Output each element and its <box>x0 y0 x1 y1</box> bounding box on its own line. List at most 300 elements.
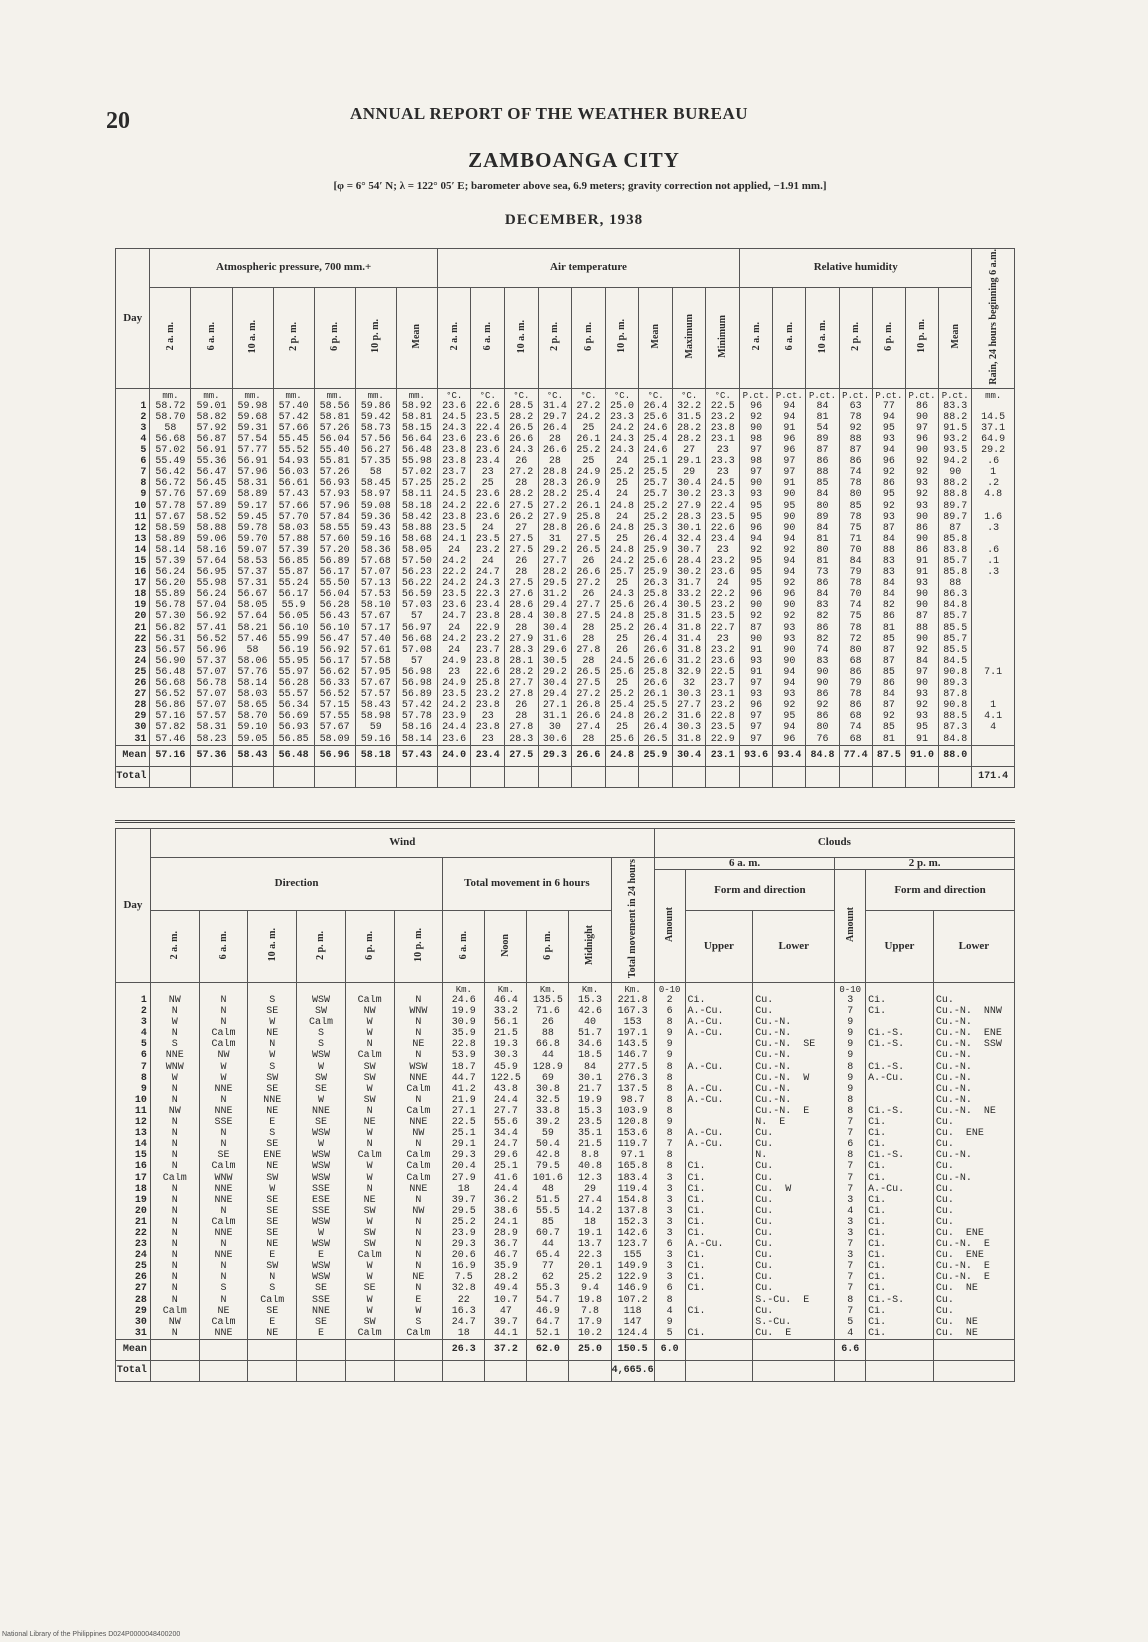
movement-mean: 150.5 <box>611 1339 654 1360</box>
upper-6am-value: Ci. <box>685 1250 753 1261</box>
temp-value: 32.4 <box>672 534 706 545</box>
day-number: 10 <box>116 1095 151 1106</box>
temp-value: 27.2 <box>572 401 606 412</box>
dir-value: NNE <box>199 1184 248 1195</box>
humidity-value: 93.2 <box>939 434 972 445</box>
pressure-value: 57.67 <box>355 678 396 689</box>
upper-6am-value <box>685 1150 753 1161</box>
humidity-value: 92 <box>740 611 773 622</box>
temp-value: 27 <box>672 445 706 456</box>
humidity-value: 87 <box>872 523 905 534</box>
move-value: 62 <box>527 1272 569 1283</box>
humidity-value: 94 <box>773 722 806 733</box>
dir-value: WSW <box>297 995 346 1006</box>
move-value: 13.7 <box>569 1239 611 1250</box>
dir-value: NNE <box>199 1328 248 1340</box>
move-value: 15.3 <box>569 995 611 1006</box>
dir-value: Calm <box>345 1328 394 1340</box>
move-value: 52.1 <box>527 1328 569 1340</box>
hum-col-header <box>872 287 905 388</box>
humidity-value: 84 <box>806 401 839 412</box>
rain-value: 7.1 <box>972 667 1015 678</box>
dir-value: E <box>248 1250 297 1261</box>
temp-value: 27.9 <box>505 634 539 645</box>
humidity-mean: 91.0 <box>905 745 938 766</box>
humidity-value: 93 <box>905 478 938 489</box>
pressure-col-header <box>232 287 273 388</box>
lower-2pm-value: Cu. <box>933 1184 1014 1195</box>
pressure-value: 57.07 <box>191 700 232 711</box>
pressure-value: 55.49 <box>150 456 191 467</box>
pressure-value: 56.62 <box>314 667 355 678</box>
amount-6am-value: 9 <box>654 1117 685 1128</box>
dir-value: WSW <box>394 1062 443 1073</box>
amount-6am-value: 8 <box>654 1095 685 1106</box>
temp-value: 25 <box>605 722 639 733</box>
lower-6am-value: Cu. <box>753 1261 835 1272</box>
humidity-value: 74 <box>806 645 839 656</box>
pressure-value: 56.28 <box>314 600 355 611</box>
lower-2pm-value: Cu. ENE <box>933 1228 1014 1239</box>
pressure-value: 59.98 <box>232 401 273 412</box>
pressure-value: 57.40 <box>355 634 396 645</box>
humidity-value: 85 <box>872 667 905 678</box>
humidity-value: 85.8 <box>939 567 972 578</box>
amount-6am-value: 7 <box>654 1139 685 1150</box>
lower-6am-value: Cu.-N. E <box>753 1106 835 1117</box>
move24-value: 221.8 <box>611 995 654 1006</box>
humidity-value: 97 <box>905 667 938 678</box>
lower-6am-value: Cu. <box>753 1206 835 1217</box>
temp-value: 30.8 <box>538 611 572 622</box>
humidity-value: 74 <box>839 467 872 478</box>
upper-6am-value: Ci. <box>685 1195 753 1206</box>
day-number: 27 <box>116 1283 151 1294</box>
humidity-value: 90 <box>740 600 773 611</box>
move-value: 59 <box>527 1128 569 1139</box>
humidity-value: 79 <box>839 678 872 689</box>
movement-col-header <box>443 911 485 983</box>
pressure-value: 57.61 <box>355 645 396 656</box>
temp-value: 28.3 <box>505 734 539 746</box>
move-value: 41.2 <box>443 1084 485 1095</box>
move-value: 25.2 <box>443 1217 485 1228</box>
humidity-value: 91 <box>905 556 938 567</box>
humidity-value: 87 <box>872 700 905 711</box>
dir-value: Calm <box>394 1173 443 1184</box>
dir-value: SSE <box>199 1117 248 1128</box>
dir-value: N <box>394 1261 443 1272</box>
total-empty <box>872 766 905 787</box>
temp-value: 25.9 <box>639 545 673 556</box>
lower-6am-value: Cu. E <box>753 1328 835 1340</box>
pressure-value: 59.78 <box>232 523 273 534</box>
humidity-value: 94 <box>773 412 806 423</box>
dir-value: SW <box>345 1239 394 1250</box>
temp-value: 26.1 <box>572 501 606 512</box>
temp-value: 23.5 <box>471 534 505 545</box>
dir-value: S <box>248 995 297 1006</box>
dir-value: SE <box>345 1283 394 1294</box>
pressure-value: 56.22 <box>396 578 437 589</box>
move24-value: 276.3 <box>611 1073 654 1084</box>
temp-value: 23.1 <box>706 689 740 700</box>
dir-value: WSW <box>297 1128 346 1139</box>
humidity-value: 96 <box>905 434 938 445</box>
move-value: 88 <box>527 1028 569 1039</box>
temp-mean: 30.4 <box>672 745 706 766</box>
dir-value: S <box>297 1039 346 1050</box>
pressure-value: 58.98 <box>355 711 396 722</box>
humidity-value: 80 <box>806 545 839 556</box>
temp-value: 25.4 <box>572 489 606 500</box>
temp-value: 25.7 <box>639 478 673 489</box>
pressure-value: 56.05 <box>273 611 314 622</box>
pressure-value: 56.72 <box>150 478 191 489</box>
dir-value: NW <box>150 1317 199 1328</box>
humidity-value: 91 <box>905 567 938 578</box>
upper-2pm-value: A.-Cu. <box>866 1073 934 1084</box>
rain-value <box>972 656 1015 667</box>
hum-col-label: 6 a. m. <box>783 322 795 351</box>
dir-value: N <box>150 1295 199 1306</box>
temp-value: 23.6 <box>437 401 471 412</box>
dir-value: W <box>345 1217 394 1228</box>
temp-value: 30.4 <box>672 478 706 489</box>
upper-6am-value: Ci. <box>685 1261 753 1272</box>
pressure-value: 56.28 <box>273 678 314 689</box>
upper-6am-value: Ci. <box>685 1328 753 1340</box>
temp-value: 26.6 <box>572 523 606 534</box>
humidity-mean: 84.8 <box>806 745 839 766</box>
move-value: 10.7 <box>485 1295 527 1306</box>
pressure-value: 56.85 <box>273 734 314 746</box>
rain-value: 4.1 <box>972 711 1015 722</box>
humidity-value: 86 <box>905 523 938 534</box>
temp-value: 25.1 <box>639 456 673 467</box>
temp-value: 23.6 <box>437 434 471 445</box>
humidity-value: 78 <box>839 412 872 423</box>
table-row <box>116 623 1015 634</box>
direction-col-header <box>345 911 394 983</box>
humidity-value: 90 <box>740 478 773 489</box>
humidity-value: 84 <box>872 534 905 545</box>
direction-col-label: 6 p. m. <box>364 930 376 960</box>
upper-2pm-value <box>866 1017 934 1028</box>
temp-value: 26.4 <box>639 634 673 645</box>
humidity-value: 90.8 <box>939 700 972 711</box>
dir-value: N <box>199 995 248 1006</box>
table-row <box>116 1062 1015 1073</box>
day-number: 8 <box>116 478 150 489</box>
pressure-value: 58.14 <box>396 734 437 746</box>
humidity-value: 75 <box>839 523 872 534</box>
pressure-value: 56.98 <box>396 678 437 689</box>
humidity-value: 86 <box>839 667 872 678</box>
lower-2pm-value: Cu. <box>933 1139 1014 1150</box>
move24-value: 103.9 <box>611 1106 654 1117</box>
humidity-value: 74 <box>839 722 872 733</box>
amount-2pm-value: 8 <box>835 1295 866 1306</box>
move-value: 28.9 <box>485 1228 527 1239</box>
humidity-value: 73 <box>806 567 839 578</box>
pressure-value: 58.31 <box>191 722 232 733</box>
temp-value: 25.4 <box>605 700 639 711</box>
upper-2pm-value: Ci. <box>866 1006 934 1017</box>
move24-value: 153.6 <box>611 1128 654 1139</box>
lower-2pm-value: Cu.-N. NNW <box>933 1006 1014 1017</box>
dir-value: N <box>394 1250 443 1261</box>
amount-2pm-value: 9 <box>835 1073 866 1084</box>
humidity-value: 97 <box>905 423 938 434</box>
table-row <box>116 689 1015 700</box>
temp-value: 23.8 <box>437 512 471 523</box>
humidity-value: 92 <box>806 700 839 711</box>
pressure-value: 57.60 <box>314 534 355 545</box>
day-number: 25 <box>116 1261 151 1272</box>
day-number: 8 <box>116 1073 151 1084</box>
temp-value: 26.6 <box>639 645 673 656</box>
amount-2pm-value: 7 <box>835 1173 866 1184</box>
hum-col-label: 2 p. m. <box>850 321 862 351</box>
pressure-value: 56.20 <box>150 578 191 589</box>
table-row <box>116 1272 1015 1283</box>
humidity-value: 90 <box>773 512 806 523</box>
temp-value: 25 <box>605 534 639 545</box>
pressure-value: 59.86 <box>355 401 396 412</box>
lower-6am-value: Cu.-N. <box>753 1028 835 1039</box>
dir-value: W <box>345 1084 394 1095</box>
humidity-value: 84 <box>872 578 905 589</box>
total-empty <box>150 1360 199 1381</box>
pressure-col-label: 2 p. m. <box>288 321 300 351</box>
humidity-value: 90 <box>905 678 938 689</box>
rain-value: 29.2 <box>972 445 1015 456</box>
pressure-value: 55.97 <box>273 667 314 678</box>
pressure-value: 57.02 <box>150 445 191 456</box>
temp-value: 23.7 <box>471 645 505 656</box>
temp-value: 26 <box>605 645 639 656</box>
rain-unit: mm. <box>972 388 1015 401</box>
total-empty <box>706 766 740 787</box>
humidity-value: 90 <box>773 645 806 656</box>
pressure-value: 58.10 <box>355 600 396 611</box>
humidity-value: 90 <box>905 445 938 456</box>
dir-value: SE <box>297 1283 346 1294</box>
temp-value: 23.6 <box>437 600 471 611</box>
amount-6am-value: 3 <box>654 1228 685 1239</box>
direction-col-header <box>394 911 443 983</box>
temp-value: 24.3 <box>471 578 505 589</box>
move24-value: 107.2 <box>611 1295 654 1306</box>
pressure-value: 58.65 <box>232 700 273 711</box>
direction-group-header: Direction <box>150 858 442 911</box>
temp-value: 22.2 <box>437 567 471 578</box>
move-value: 30.1 <box>569 1073 611 1084</box>
temp-value: 25.7 <box>639 489 673 500</box>
table-row <box>116 445 1015 456</box>
pressure-value: 58.59 <box>150 523 191 534</box>
upper-2pm-value: Ci. <box>866 1306 934 1317</box>
amount-2pm-header <box>835 870 866 983</box>
temp-value: 28.8 <box>538 523 572 534</box>
hum-col-label: 6 p. m. <box>883 321 895 351</box>
dir-value: Calm <box>345 1050 394 1061</box>
move-value: 44 <box>527 1239 569 1250</box>
humidity-value: 68 <box>839 711 872 722</box>
temp-value: 22.4 <box>706 501 740 512</box>
amount-2pm-value: 7 <box>835 1184 866 1195</box>
day-number: 22 <box>116 1228 151 1239</box>
temp-value: 28 <box>538 434 572 445</box>
humidity-value: 82 <box>806 634 839 645</box>
amount-6am-value: 9 <box>654 1028 685 1039</box>
move-value: 48 <box>527 1184 569 1195</box>
temp-unit: °C. <box>572 388 606 401</box>
direction-unit <box>248 983 297 996</box>
temp-value: 32.2 <box>672 401 706 412</box>
temp-value: 25 <box>471 478 505 489</box>
move-value: 19.1 <box>569 1228 611 1239</box>
pressure-col-header <box>355 287 396 388</box>
dir-value: SW <box>345 1228 394 1239</box>
day-number: 26 <box>116 1272 151 1283</box>
temp-value: 22.4 <box>471 423 505 434</box>
pressure-value: 55.45 <box>273 434 314 445</box>
dir-value: N <box>394 1139 443 1150</box>
lower-2pm-value: Cu. NE <box>933 1328 1014 1340</box>
total-empty <box>345 1360 394 1381</box>
humidity-value: 88.8 <box>939 489 972 500</box>
station-subtitle: [φ = 6° 54′ N; λ = 122° 05′ E; barometer above sea, 6.9 meters; gravity correction not applied, −1.91 mm.] <box>333 180 827 192</box>
clouds-group-header: Clouds <box>654 829 1014 858</box>
move24-value: 98.7 <box>611 1095 654 1106</box>
dir-value: N <box>248 1039 297 1050</box>
upper-2pm-value <box>866 1095 934 1106</box>
lower-6am-value: S.-Cu. E <box>753 1295 835 1306</box>
direction-unit <box>394 983 443 996</box>
humidity-value: 81 <box>872 734 905 746</box>
temp-value: 22.7 <box>706 623 740 634</box>
move-value: 22.3 <box>569 1250 611 1261</box>
move-value: 33.8 <box>527 1106 569 1117</box>
move-value: 44.7 <box>443 1073 485 1084</box>
temp-value: 28.2 <box>538 567 572 578</box>
direction-col-label: 10 p. m. <box>412 928 424 962</box>
hum-col-header <box>839 287 872 388</box>
upper-6am-value: Ci. <box>685 1161 753 1172</box>
lower-6am-value: Cu. <box>753 1006 835 1017</box>
humidity-value: 94 <box>773 667 806 678</box>
pressure-value: 56.27 <box>355 445 396 456</box>
dir-value: Calm <box>297 1017 346 1028</box>
humidity-value: 92 <box>872 501 905 512</box>
temp-value: 28.4 <box>672 556 706 567</box>
pressure-mean: 56.48 <box>273 745 314 766</box>
dir-value: NW <box>150 995 199 1006</box>
pressure-col-label: 6 p. m. <box>329 321 341 351</box>
temp-value: 25 <box>605 634 639 645</box>
humidity-value: 98 <box>740 456 773 467</box>
temp-value: 26.4 <box>538 423 572 434</box>
total-empty <box>297 1360 346 1381</box>
upper-2pm-value: Ci. <box>866 1283 934 1294</box>
temp-col-label: Mean <box>650 324 662 349</box>
pressure-value: 56.17 <box>273 589 314 600</box>
rain-value: 14.5 <box>972 412 1015 423</box>
dir-value: N <box>150 1261 199 1272</box>
table-row <box>116 1006 1015 1017</box>
move-value: 135.5 <box>527 995 569 1006</box>
pressure-value: 57.46 <box>150 734 191 746</box>
temp-value: 27.8 <box>505 689 539 700</box>
move24-value: 137.8 <box>611 1206 654 1217</box>
pressure-value: 57.16 <box>150 711 191 722</box>
movement-col-header <box>485 911 527 983</box>
dir-value: ENE <box>248 1150 297 1161</box>
table-row <box>116 1283 1015 1294</box>
amount-2pm-label: Amount <box>844 906 856 942</box>
humidity-value: 95 <box>740 512 773 523</box>
amount-6am-value: 3 <box>654 1272 685 1283</box>
temp-value: 23.4 <box>706 534 740 545</box>
temp-mean: 24.8 <box>605 745 639 766</box>
amount-6am-value: 3 <box>654 1195 685 1206</box>
temp-value: 29.2 <box>538 545 572 556</box>
temp-value: 24.6 <box>639 445 673 456</box>
lower-6am-value: Cu. <box>753 1250 835 1261</box>
rain-value <box>972 401 1015 412</box>
dir-value: N <box>394 1217 443 1228</box>
pressure-value: 58.06 <box>232 656 273 667</box>
humidity-value: 95 <box>740 578 773 589</box>
pressure-value: 57.53 <box>355 589 396 600</box>
pressure-value: 57.68 <box>355 556 396 567</box>
upper-2pm-value: Ci. <box>866 1239 934 1250</box>
move-value: 42.8 <box>527 1150 569 1161</box>
dir-value: E <box>297 1328 346 1340</box>
upper-2pm-value: Ci. <box>866 1272 934 1283</box>
humidity-value: 84 <box>905 656 938 667</box>
day-number: 11 <box>116 512 150 523</box>
temp-value: 27.7 <box>672 700 706 711</box>
pressure-value: 57.42 <box>273 412 314 423</box>
humidity-value: 87 <box>740 623 773 634</box>
upper-2pm-value: Ci. <box>866 995 934 1006</box>
humidity-value: 90 <box>773 600 806 611</box>
temp-value: 24.2 <box>437 578 471 589</box>
lower-2pm-value: Cu. ENE <box>933 1250 1014 1261</box>
pressure-col-header <box>150 287 191 388</box>
temp-value: 25.2 <box>572 445 606 456</box>
pressure-value: 56.92 <box>191 611 232 622</box>
temp-value: 31.1 <box>538 711 572 722</box>
humidity-value: 86 <box>806 711 839 722</box>
upper-6am-value: A.-Cu. <box>685 1239 753 1250</box>
humidity-value: 84 <box>872 689 905 700</box>
move-value: 27.7 <box>485 1106 527 1117</box>
pressure-value: 58.09 <box>314 734 355 746</box>
rain-value <box>972 501 1015 512</box>
lower-2pm-value: Cu. <box>933 1306 1014 1317</box>
pressure-value: 57.41 <box>191 623 232 634</box>
weather-table-pressure-temperature-humidity <box>115 248 1015 788</box>
pressure-value: 56.69 <box>273 711 314 722</box>
total-empty <box>485 1360 527 1381</box>
lower-2pm-value: Cu. <box>933 1117 1014 1128</box>
temp-value: 33.2 <box>672 589 706 600</box>
pressure-value: 56.92 <box>314 645 355 656</box>
